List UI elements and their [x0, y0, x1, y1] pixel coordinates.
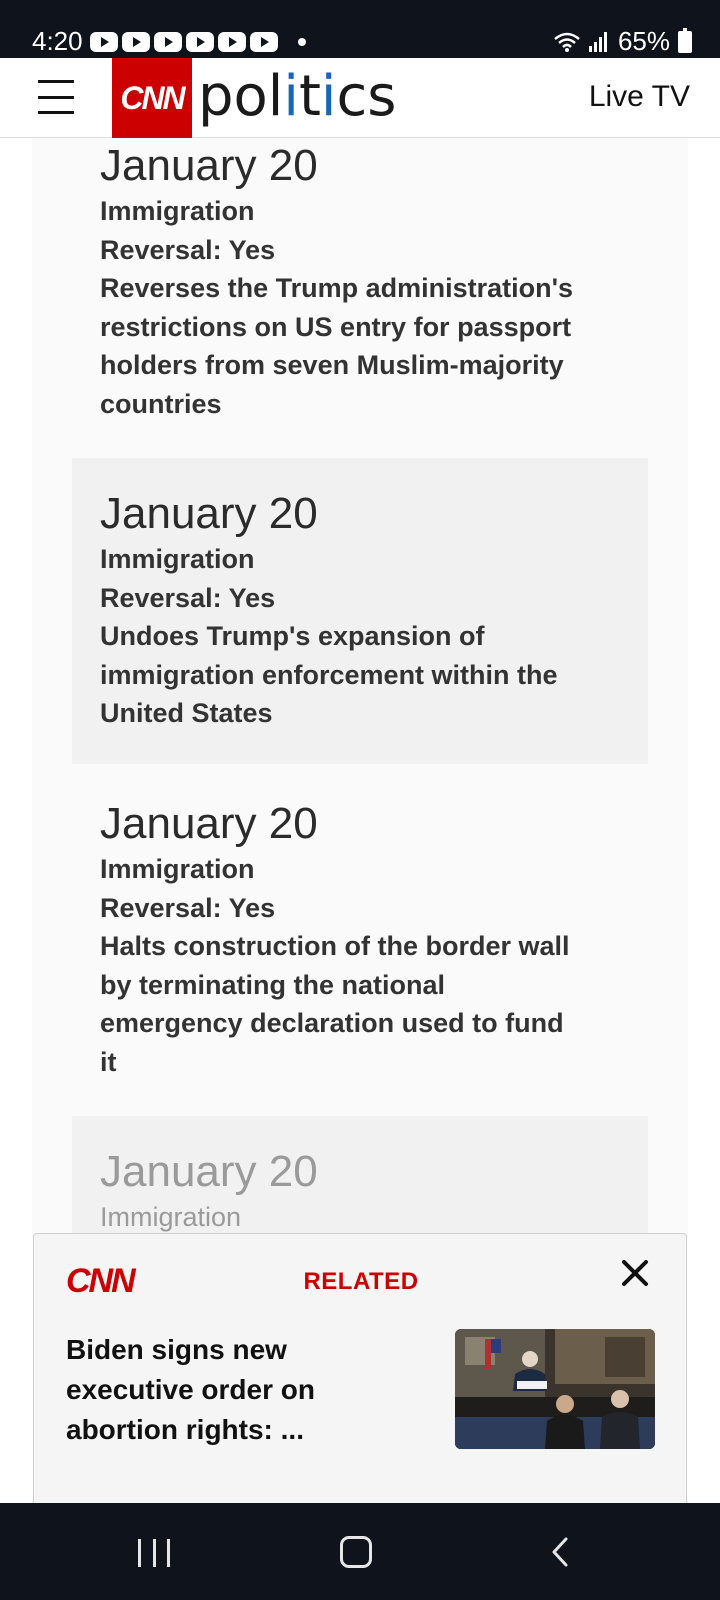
- entry-category: Immigration: [100, 1202, 242, 1232]
- entry-date: January 20: [100, 141, 318, 190]
- related-thumbnail-image[interactable]: [455, 1329, 655, 1449]
- entry-description: holders from seven Muslim-majority: [100, 350, 564, 380]
- battery-percent: 65%: [617, 26, 670, 56]
- entry-description: restrictions on US entry for passport: [100, 311, 572, 342]
- entry-description: emergency declaration used to fund: [100, 1008, 564, 1038]
- executive-actions-list: [32, 138, 688, 1238]
- youtube-icon: [122, 32, 150, 52]
- status-time: 4:20: [32, 26, 83, 56]
- status-right: [554, 26, 692, 57]
- entry-reversal: Reversal: Yes: [100, 234, 276, 265]
- notification-icons: [90, 32, 306, 52]
- entry-date: January 20: [100, 799, 318, 848]
- entry-description: by terminating the national: [100, 969, 446, 1000]
- wifi-icon: [554, 32, 580, 52]
- system-navigation-bar: [0, 1503, 720, 1600]
- entry-date: January 20: [100, 489, 318, 538]
- entry-reversal: Reversal: Yes: [100, 582, 276, 613]
- entry-description: countries: [100, 388, 222, 419]
- list-item: [72, 1116, 648, 1238]
- related-label: RELATED: [303, 1268, 419, 1295]
- related-cnn-logo: CNN: [66, 1262, 134, 1300]
- entry-category: Immigration: [100, 544, 255, 574]
- entry-reversal: Reversal: Yes: [100, 892, 276, 923]
- youtube-icon: [154, 32, 182, 52]
- section-title-politics[interactable]: politics: [198, 64, 397, 129]
- site-header: [0, 58, 720, 138]
- entry-description: Halts construction of the border wall: [100, 931, 570, 961]
- cnn-logo[interactable]: CNN: [112, 58, 192, 138]
- entry-date: January 20: [100, 1147, 318, 1196]
- close-icon[interactable]: [620, 1258, 650, 1288]
- youtube-icon: [218, 32, 246, 52]
- related-article-panel[interactable]: [33, 1233, 687, 1503]
- battery-icon: [678, 31, 692, 53]
- entry-description: Undoes Trump's expansion of: [100, 621, 485, 651]
- home-icon[interactable]: [340, 1536, 372, 1568]
- recents-icon[interactable]: [138, 1539, 170, 1567]
- youtube-icon: [90, 32, 118, 52]
- status-bar: [0, 0, 720, 58]
- signal-icon: [588, 31, 610, 53]
- entry-description: immigration enforcement within the: [100, 659, 558, 690]
- back-icon[interactable]: [548, 1536, 572, 1568]
- youtube-icon: [250, 32, 278, 52]
- list-item: [72, 458, 648, 764]
- more-notifications-dot-icon: [298, 38, 306, 46]
- entry-category: Immigration: [100, 854, 255, 884]
- youtube-icon: [186, 32, 214, 52]
- entry-description: it: [100, 1046, 117, 1077]
- live-tv-link[interactable]: Live TV: [588, 80, 690, 113]
- related-headline[interactable]: Biden signs new executive order on abortion rights: ...: [66, 1334, 315, 1445]
- entry-category: Immigration: [100, 196, 255, 226]
- list-item: [72, 138, 648, 448]
- entry-description: United States: [100, 698, 273, 728]
- hamburger-menu-icon[interactable]: [38, 80, 74, 114]
- list-item: [72, 768, 648, 1108]
- entry-description: Reverses the Trump administration's: [100, 273, 574, 303]
